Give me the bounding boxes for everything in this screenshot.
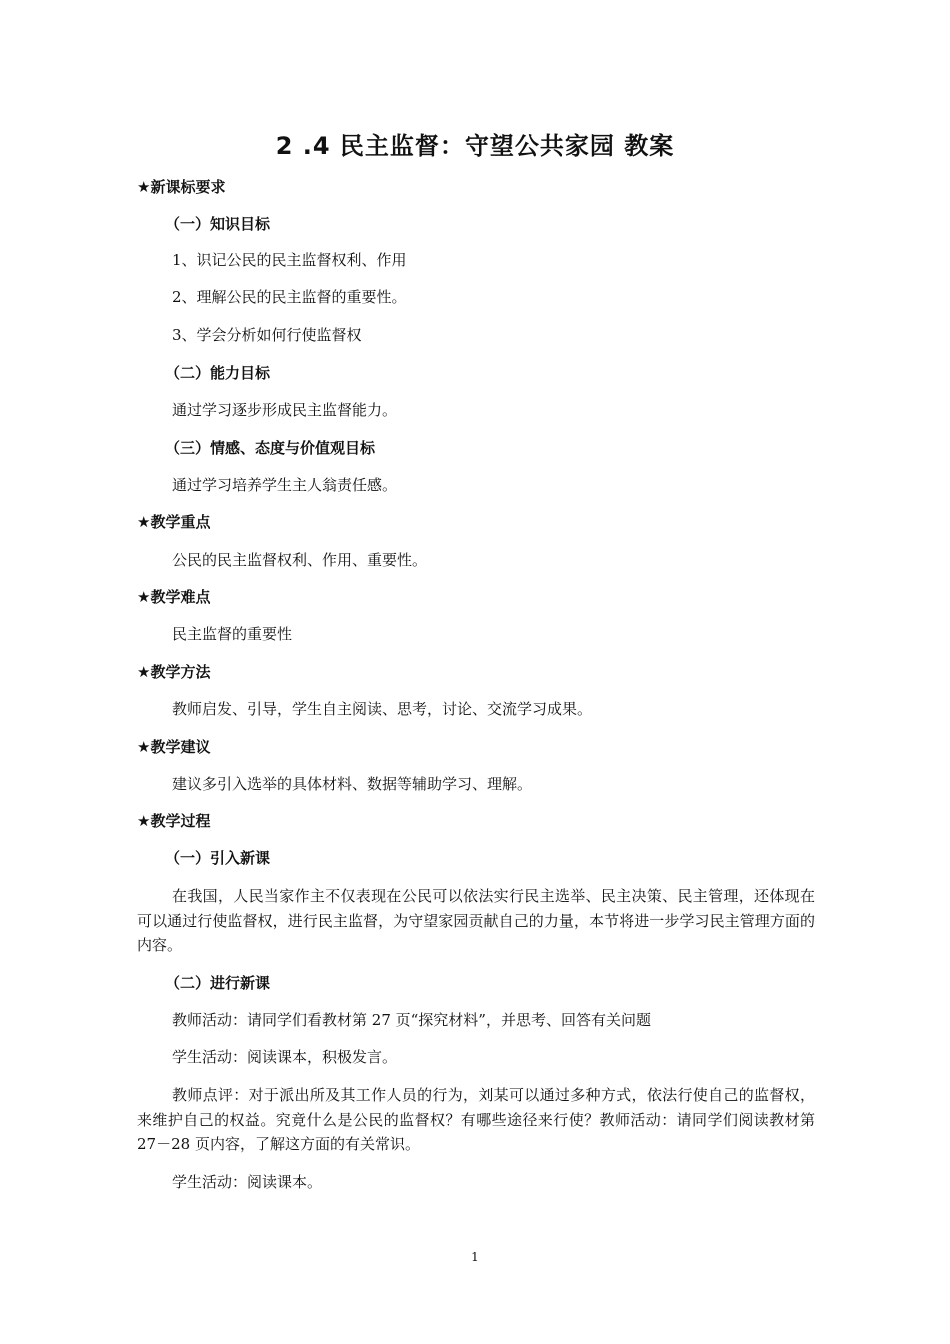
difficulty-text: 民主监督的重要性 (172, 625, 293, 643)
ability-text: 通过学习逐步形成民主监督能力。 (172, 401, 398, 419)
subheading-new-lesson: （二）进行新课 (165, 974, 271, 992)
student-activity: 学生活动：阅读课本。 (172, 1173, 323, 1191)
intro-paragraph: 在我国，人民当家作主不仅表现在公民可以依法实行民主选举、民主决策、民主管理，还体现在可以通过行使监督权，进行民主监督，为守望家园贡献自己的力量，本节将进一步学习民主管理方面的内容。 (137, 887, 815, 954)
student-activity: 学生活动：阅读课本，积极发言。 (172, 1048, 398, 1066)
method-text: 教师启发、引导，学生自主阅读、思考，讨论、交流学习成果。 (172, 700, 593, 718)
suggest-text: 建议多引入选举的具体材料、数据等辅助学习、理解。 (172, 775, 533, 793)
key-text: 公民的民主监督权利、作用、重要性。 (172, 551, 428, 569)
teacher-activity: 教师活动：请同学们看教材第 27 页“探究材料”，并思考、回答有关问题 (172, 1011, 651, 1029)
section-heading-difficulty: ★教学难点 (137, 588, 211, 606)
emotion-text: 通过学习培养学生主人翁责任感。 (172, 476, 398, 494)
section-heading-standard: ★新课标要求 (137, 178, 226, 196)
section-heading-method: ★教学方法 (137, 663, 211, 681)
page-number: 1 (471, 1250, 479, 1264)
subheading-knowledge: （一）知识目标 (165, 215, 271, 233)
subheading-emotion: （三）情感、态度与价值观目标 (165, 439, 376, 457)
subheading-intro: （一）引入新课 (165, 849, 271, 867)
section-heading-suggest: ★教学建议 (137, 738, 211, 756)
subheading-ability: （二）能力目标 (165, 364, 271, 382)
teacher-comment: 教师点评：对于派出所及其工作人员的行为，刘某可以通过多种方式，依法行使自己的监督权，来维护自己的权益。究竟什么是公民的监督权？有哪些途径来行使？教师活动：请同学们阅读教材第 27－28 页内容，了解这方面的有关常识。 (137, 1086, 815, 1153)
knowledge-item: 1、识记公民的民主监督权利、作用 (172, 251, 407, 269)
section-heading-key: ★教学重点 (137, 513, 211, 531)
page-title: 2 .4 民主监督：守望公共家园 教案 (275, 132, 675, 160)
section-heading-process: ★教学过程 (137, 812, 211, 830)
knowledge-item: 3、学会分析如何行使监督权 (172, 326, 362, 344)
knowledge-item: 2、理解公民的民主监督的重要性。 (172, 288, 407, 306)
